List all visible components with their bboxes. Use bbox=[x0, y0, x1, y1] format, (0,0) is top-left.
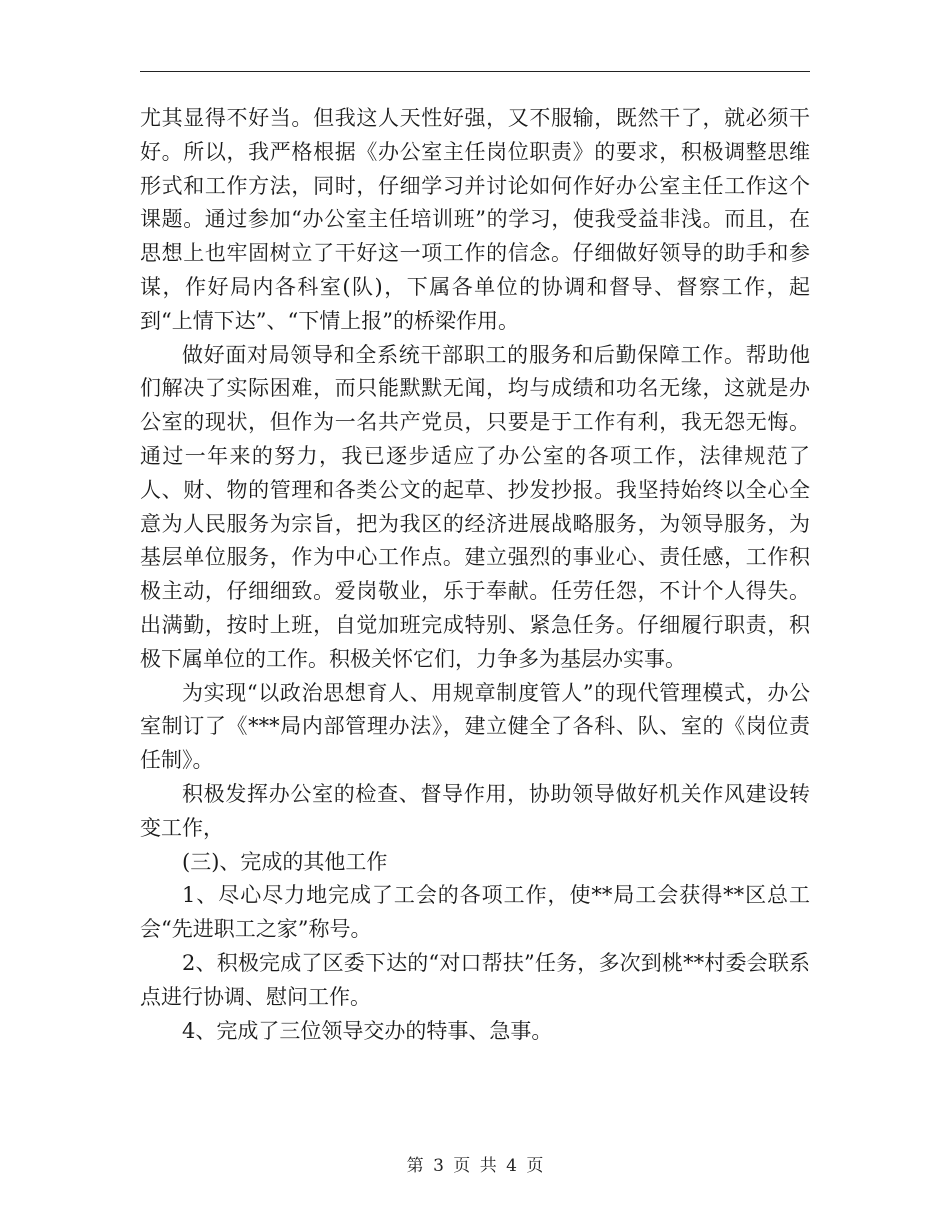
paragraph-1: 尤其显得不好当。但我这人天性好强，又不服输，既然干了，就必须干好。所以，我严格根据《办公室主任岗位职责》的要求，积极调整思维形式和工作方法，同时，仔细学习并讨论如何作好办公室主任工作这个课题。通过参加“办公室主任培训班”的学习，使我受益非浅。而且，在思想上也牢固树立了干好这一项工作的信念。仔细做好领导的助手和参谋，作好局内各科室(队)，下属各单位的协调和督导、督察工作，起到“上情下达”、“下情上报”的桥梁作用。 bbox=[140, 106, 810, 333]
paragraph-3: 为实现“以政治思想育人、用规章制度管人”的现代管理模式，办公室制订了《***局内部管理办法》，建立健全了各科、队、室的《岗位责任制》。 bbox=[140, 680, 810, 773]
document-body bbox=[140, 102, 810, 1048]
header-rule bbox=[140, 71, 810, 72]
page-number: 第 3 页 共 4 页 bbox=[406, 1156, 544, 1176]
paragraph-4: 积极发挥办公室的检查、督导作用，协助领导做好机关作风建设转变工作， bbox=[140, 781, 810, 840]
list-item-4: 4、完成了三位领导交办的特事、急事。 bbox=[182, 1018, 553, 1043]
paragraph-2: 做好面对局领导和全系统干部职工的服务和后勤保障工作。帮助他们解决了实际困难，而只能默默无闻，均与成绩和功名无缘，这就是办公室的现状，但作为一名共产党员，只要是于工作有利，我无怨无悔。通过一年来的努力，我已逐步适应了办公室的各项工作，法律规范了人、财、物的管理和各类公文的起草、抄发抄报。我坚持始终以全心全意为人民服务为宗旨，把为我区的经济进展战略服务，为领导服务，为基层单位服务，作为中心工作点。建立强烈的事业心、责任感，工作积极主动，仔细细致。爱岗敬业，乐于奉献。任劳任怨，不计个人得失。出满勤，按时上班，自觉加班完成特别、紧急任务。仔细履行职责，积极下属单位的工作。积极关怀它们，力争多为基层办实事。 bbox=[140, 342, 810, 671]
section-heading-other-work: (三)、完成的其他工作 bbox=[182, 849, 388, 874]
list-item-1: 1、尽心尽力地完成了工会的各项工作，使**局工会获得**区总工会“先进职工之家”称号。 bbox=[140, 883, 810, 942]
list-item-2: 2、积极完成了区委下达的“对口帮扶”任务，多次到桃**村委会联系点进行协调、慰问工作。 bbox=[140, 950, 810, 1009]
